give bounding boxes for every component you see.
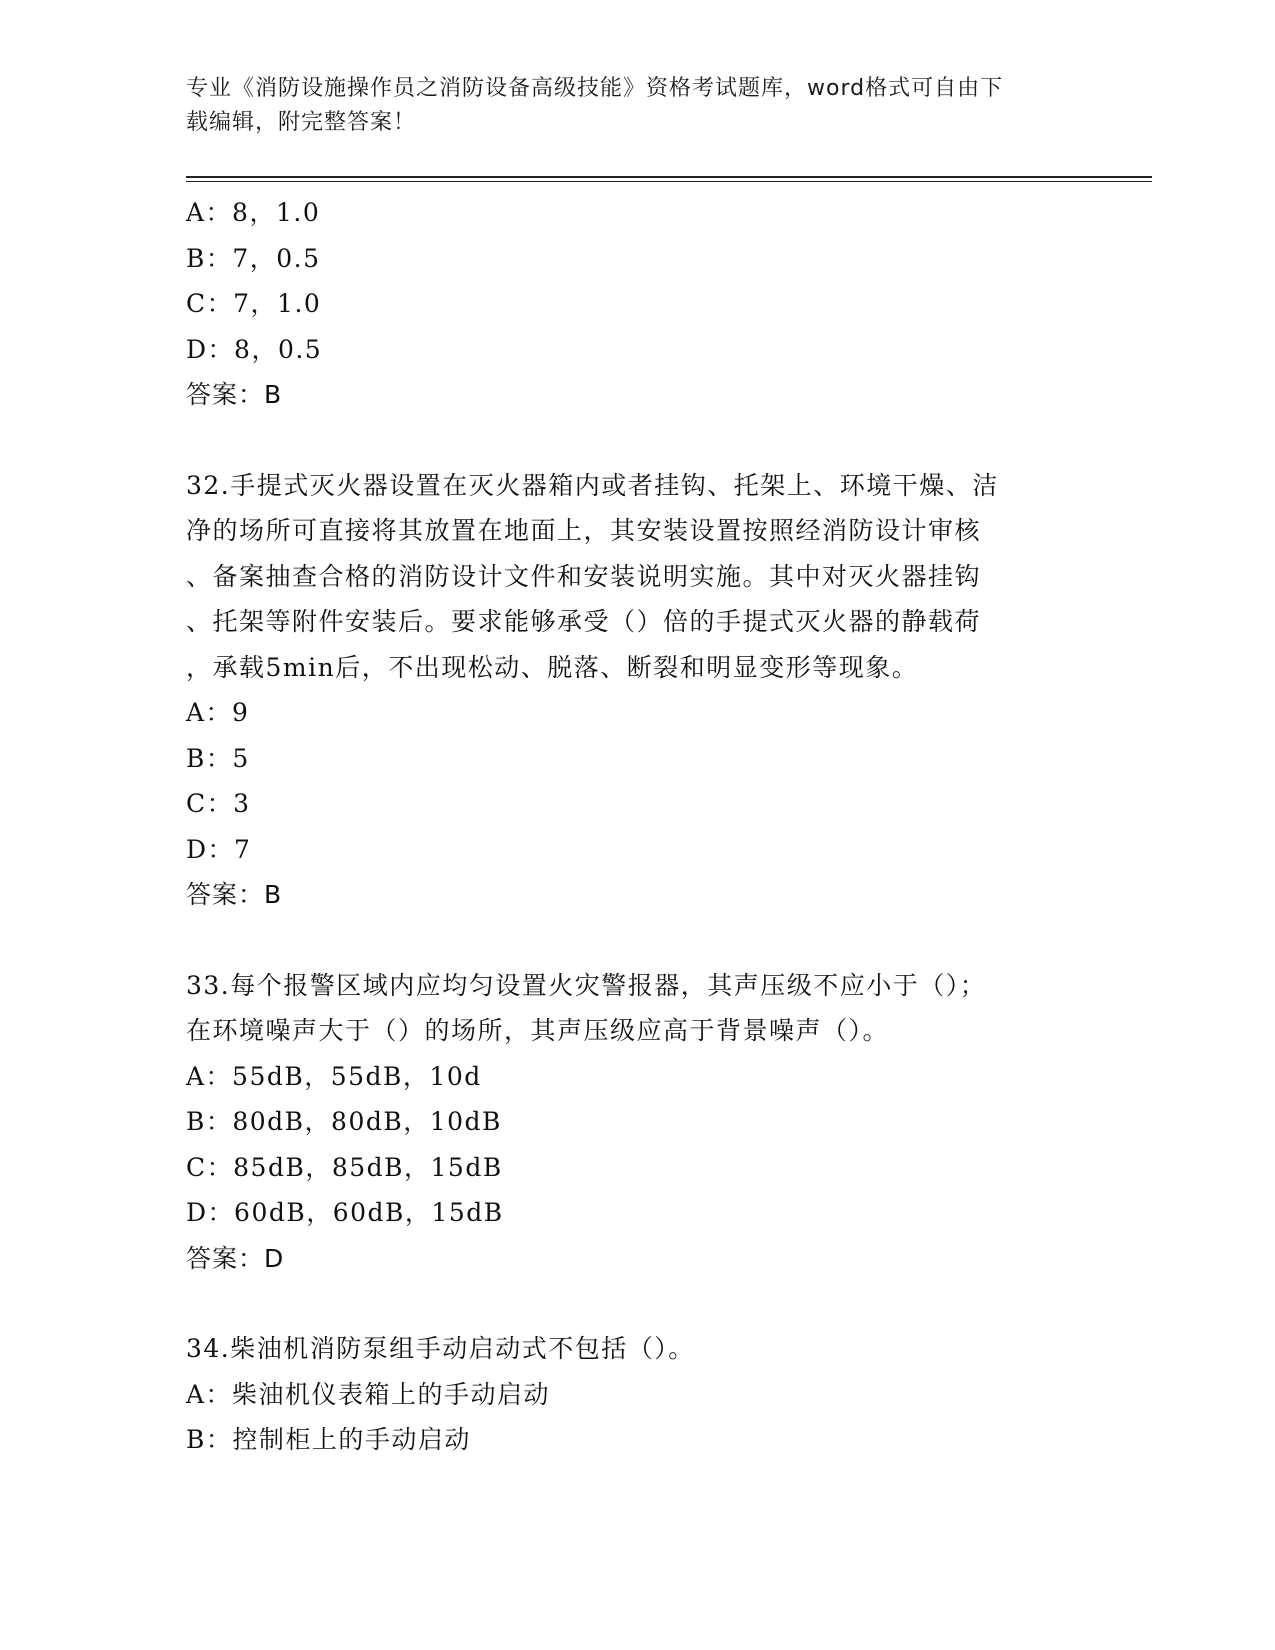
question-text-line: 34.柴油机消防泵组手动启动式不包括（）。 bbox=[186, 1334, 695, 1363]
option-a: A：9 bbox=[186, 698, 250, 727]
question-text-line: 、备案抽查合格的消防设计文件和安装说明实施。其中对灭火器挂钩 bbox=[186, 561, 982, 591]
header-divider-thin bbox=[186, 181, 1152, 182]
answer: 答案：B bbox=[186, 380, 283, 409]
option-d: D：7 bbox=[186, 834, 252, 864]
option-a: A：柴油机仪表箱上的手动启动 bbox=[186, 1379, 551, 1409]
question-32 bbox=[186, 463, 1086, 918]
question-34 bbox=[186, 1326, 1086, 1463]
header-line-2: 载编辑，附完整答案！ bbox=[186, 110, 417, 135]
option-c: C：85dB，85dB，15dB bbox=[186, 1152, 503, 1182]
question-text-line: 、托架等附件安装后。要求能够承受（）倍的手提式灭火器的静载荷 bbox=[186, 607, 982, 636]
question-text-line: 32.手提式灭火器设置在灭火器箱内或者挂钩、托架上、环境干燥、洁 bbox=[186, 470, 999, 500]
answer: 答案：D bbox=[186, 1243, 285, 1273]
option-b: B：5 bbox=[186, 743, 250, 773]
question-31 bbox=[186, 190, 1086, 418]
header-divider bbox=[186, 176, 1152, 178]
question-text bbox=[186, 1326, 1066, 1372]
question-list bbox=[186, 190, 1086, 1463]
option-b: B：80dB，80dB，10dB bbox=[186, 1107, 502, 1136]
option-d: D：60dB，60dB，15dB bbox=[186, 1198, 504, 1227]
question-33 bbox=[186, 963, 1086, 1282]
option-d: D：8，0.5 bbox=[186, 334, 323, 364]
option-b: B：控制柜上的手动启动 bbox=[186, 1425, 471, 1454]
question-text-line: 在环境噪声大于（）的场所，其声压级应高于背景噪声（）。 bbox=[186, 1016, 890, 1045]
option-c: C：7，1.0 bbox=[186, 289, 322, 318]
question-text-line: 净的场所可直接将其放置在地面上，其安装设置按照经消防设计审核 bbox=[186, 516, 982, 545]
option-c: C：3 bbox=[186, 789, 251, 818]
question-text bbox=[186, 463, 1066, 691]
option-b: B：7，0.5 bbox=[186, 243, 321, 273]
answer: 答案：B bbox=[186, 880, 283, 909]
question-text-line: 33.每个报警区域内应均匀设置火灾警报器，其声压级不应小于（）； bbox=[186, 970, 987, 1000]
question-text bbox=[186, 963, 1066, 1054]
header-line-1: 专业《消防设施操作员之消防设备高级技能》资格考试题库，word格式可自由下 bbox=[186, 76, 1004, 101]
document-header bbox=[186, 72, 1066, 140]
option-a: A：8，1.0 bbox=[186, 198, 321, 227]
question-text-line: ，承载5min后，不出现松动、脱落、断裂和明显变形等现象。 bbox=[186, 652, 919, 682]
option-a: A：55dB，55dB，10d bbox=[186, 1061, 482, 1091]
